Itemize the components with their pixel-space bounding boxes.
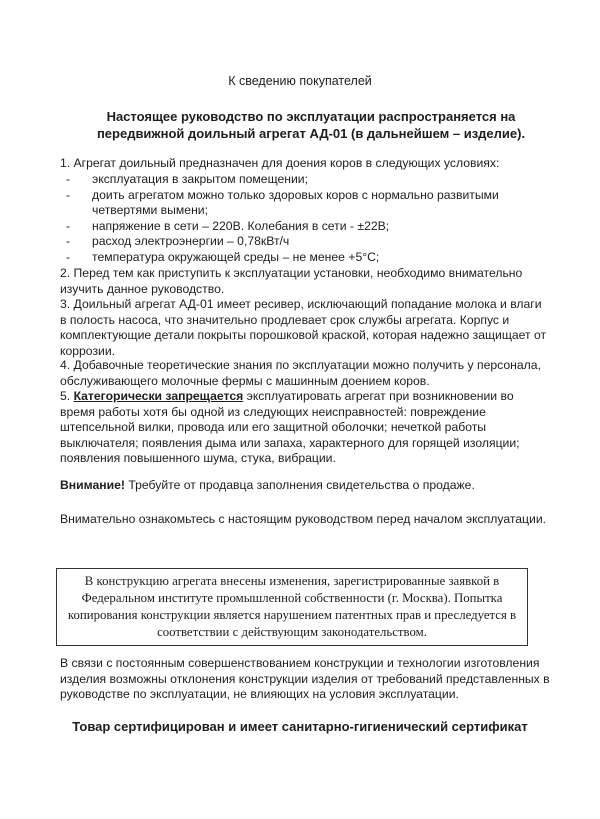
attention-text: Требуйте от продавца заполнения свидетельства о продаже.	[124, 478, 475, 492]
prohibition-label: Категорически запрещается	[73, 389, 244, 403]
paragraph-5-number: 5.	[60, 389, 71, 403]
page-title: К сведению покупателей	[228, 74, 372, 88]
attention-note	[60, 478, 550, 494]
design-changes-note: В связи с постоянным совершенствованием конструкции и технологии изготовления изделия возможны отклонения конструкции изделия от требований представленных в руководстве по эксплуатации, не влияющих на условия эксплуатации.	[60, 656, 550, 702]
patent-notice-box	[56, 568, 528, 646]
list-item: - температура окружающей среды – не менее +5°С;	[66, 249, 380, 264]
read-manual-note: Внимательно ознакомьтесь с настоящим руководством перед началом эксплуатации.	[60, 512, 547, 526]
certification-statement: Товар сертифицирован и имеет санитарно-гигиенический сертификат	[72, 719, 528, 734]
paragraph-2: 2. Перед тем как приступить к эксплуатации установки, необходимо внимательно изучить данное руководство.	[60, 266, 523, 296]
conditions-list	[60, 172, 550, 266]
list-item: - эксплуатация в закрытом помещении;	[66, 172, 308, 186]
list-item: - напряжение в сети – 220В. Колебания в сети - ±22В;	[66, 218, 390, 233]
list-item: - расход электроэнергии – 0,78кВт/ч	[66, 234, 290, 249]
paragraph-5	[60, 389, 550, 467]
intro-heading: Настоящее руководство по эксплуатации распространяется на передвижной доильный агрегат АД-01 (в дальнейшем – изделие).	[96, 109, 526, 141]
paragraph-4: 4. Добавочные теоретические знания по эксплуатации можно получить у персонала, обслуживающего молочные фермы с машинным доением коров.	[60, 358, 541, 388]
patent-notice-text: В конструкцию агрегата внесены изменения, зарегистрированные заявкой в Федеральном институте промышленной собственности (г. Москва). Попытка копирования конструкции является нарушением патентных прав и преследуется в соответствии с действующим законодательством.	[67, 574, 517, 639]
paragraph-5-text: эксплуатировать агрегат при возникновении во время работы хотя бы одной из следующих неисправностей: повреждение штепсельной вилки, провода или его защитной оболочки; нечеткой работы выключателя; появления дыма или запаха, характерного для горящей изоляции; появления повышенного шума, стука, вибрации.	[60, 389, 520, 466]
list-item: - доить агрегатом можно только здоровых коров с нормально развитыми четвертями вымени;	[66, 187, 499, 218]
paragraph-3: 3. Доильный агрегат АД-01 имеет ресивер, исключающий попадание молока и влаги в полость насоса, что значительно продлевает срок службы агрегата. Корпус и комплектующие детали покрыты порошковой краской, которая надежно защищает от коррозии.	[60, 297, 547, 358]
paragraph-1-lead: 1. Агрегат доильный предназначен для доения коров в следующих условиях:	[60, 156, 500, 170]
attention-label: Внимание!	[60, 478, 125, 492]
